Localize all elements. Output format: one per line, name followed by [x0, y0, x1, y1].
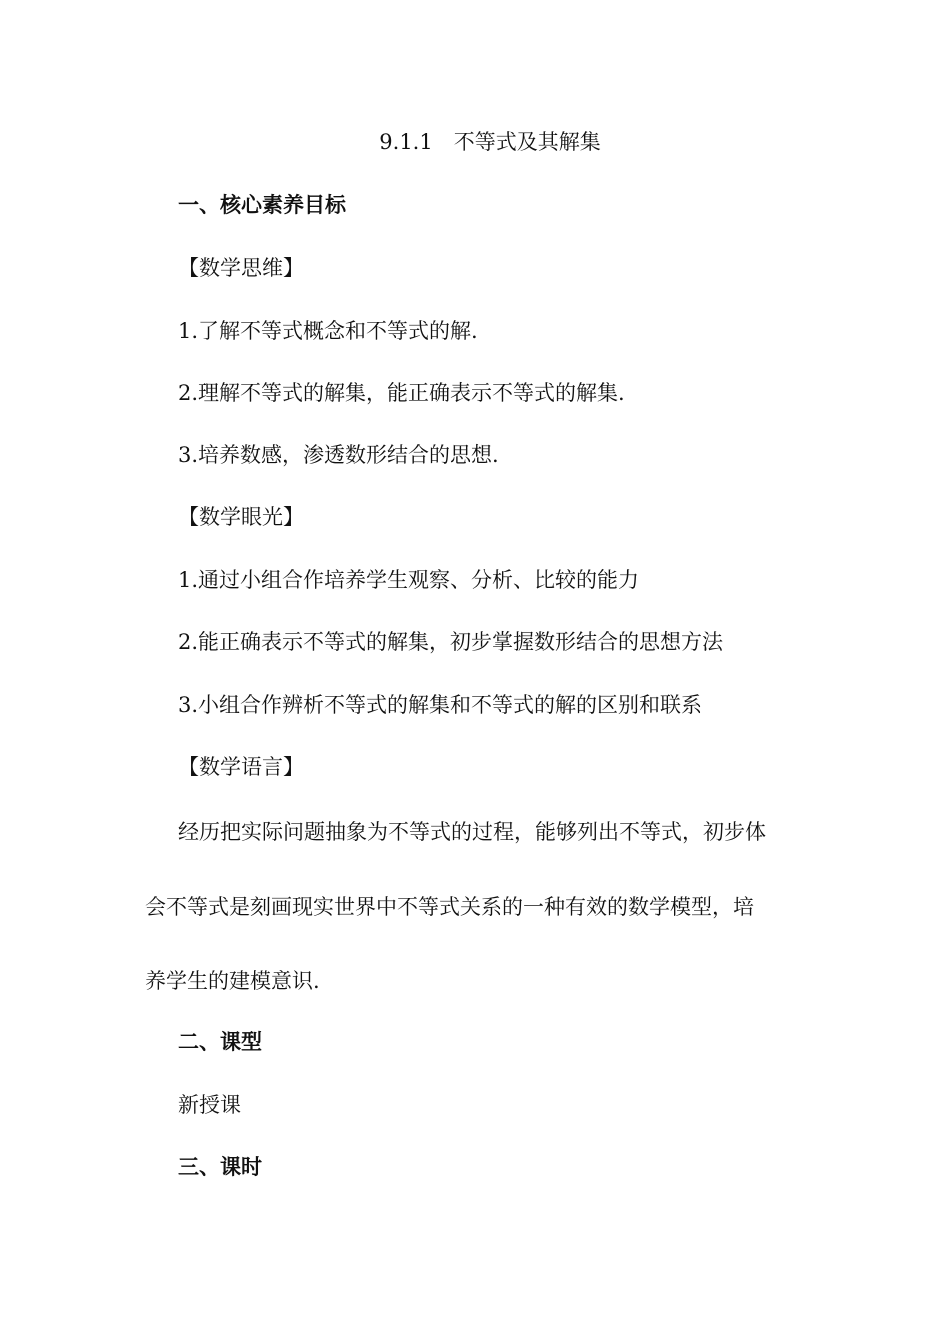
- list-item: 3.小组合作辨析不等式的解集和不等式的解的区别和联系: [178, 693, 703, 717]
- paragraph-line: 养学生的建模意识.: [145, 969, 320, 993]
- lesson-type-value: 新授课: [178, 1093, 241, 1117]
- subsection-label-vision: 【数学眼光】: [178, 505, 304, 529]
- paragraph-line: 会不等式是刻画现实世界中不等式关系的一种有效的数学模型，培: [145, 895, 754, 919]
- section-heading-goals: 一、核心素养目标: [178, 193, 346, 217]
- list-item: 1.了解不等式概念和不等式的解.: [178, 319, 478, 343]
- list-item: 2.理解不等式的解集，能正确表示不等式的解集.: [178, 381, 625, 405]
- paragraph-line: 经历把实际问题抽象为不等式的过程，能够列出不等式，初步体: [178, 820, 766, 844]
- section-heading-class-hours: 三、课时: [178, 1155, 262, 1179]
- section-heading-lesson-type: 二、课型: [178, 1030, 262, 1054]
- page-title: 9.1.1 不等式及其解集: [379, 130, 601, 154]
- subsection-label-language: 【数学语言】: [178, 755, 304, 779]
- list-item: 2.能正确表示不等式的解集，初步掌握数形结合的思想方法: [178, 630, 724, 654]
- list-item: 3.培养数感，渗透数形结合的思想.: [178, 443, 499, 467]
- subsection-label-thinking: 【数学思维】: [178, 256, 304, 280]
- list-item: 1.通过小组合作培养学生观察、分析、比较的能力: [178, 568, 640, 592]
